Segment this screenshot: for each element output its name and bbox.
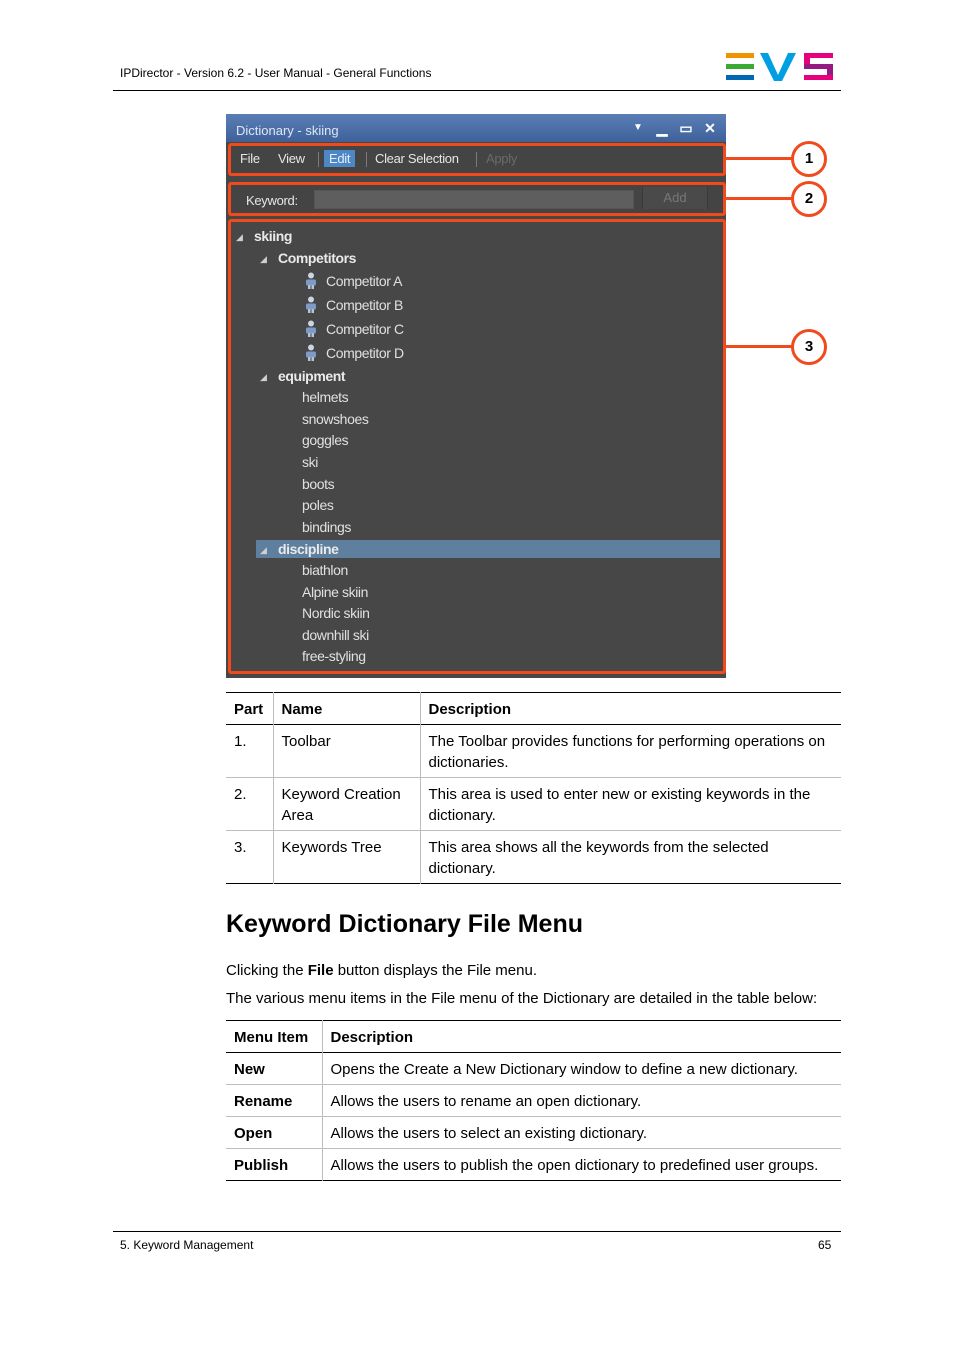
table-cell: This area shows all the keywords from the selected dictionary.: [428, 839, 769, 877]
table-row: [226, 831, 841, 884]
table-row: [226, 1149, 841, 1181]
header-rule: [113, 90, 841, 91]
header-title: IPDirector - Version 6.2 - User Manual - General Functions: [120, 66, 432, 80]
tree-item[interactable]: downhill ski: [302, 627, 369, 643]
table-cell: 1.: [226, 725, 273, 778]
table-cell: Allows the users to publish the open dictionary to predefined user groups.: [330, 1157, 819, 1174]
add-button[interactable]: Add: [642, 187, 708, 209]
tree-item[interactable]: bindings: [302, 519, 351, 535]
tree-item[interactable]: boots: [302, 476, 335, 492]
maximize-icon[interactable]: ▭: [679, 120, 693, 136]
window-title: Dictionary - skiing: [236, 123, 339, 138]
parts-table: [226, 692, 841, 884]
table-row: [226, 1053, 841, 1085]
window-titlebar: [226, 114, 726, 142]
column-header: Description: [330, 1029, 414, 1046]
tree-item[interactable]: Competitor A: [326, 273, 403, 289]
callout-line: [726, 345, 792, 348]
tree-item[interactable]: biathlon: [302, 562, 348, 578]
tree-category-equipment[interactable]: equipment: [278, 368, 346, 384]
callout-marker-1: 1: [791, 141, 827, 177]
table-cell: This area is used to enter new or existing keywords in the dictionary.: [428, 786, 811, 824]
table-cell: 3.: [226, 831, 273, 884]
footer-rule: [113, 1231, 841, 1232]
tree-item[interactable]: ski: [302, 454, 318, 470]
expand-triangle-icon[interactable]: ◢: [236, 232, 243, 242]
callout-marker-3: 3: [791, 329, 827, 365]
apply-button[interactable]: Apply: [486, 151, 518, 166]
tree-category-discipline[interactable]: discipline: [278, 541, 339, 557]
table-cell: New: [226, 1053, 322, 1085]
minimize-icon[interactable]: ▁: [656, 120, 668, 136]
callout-line: [726, 197, 792, 200]
footer-chapter: 5. Keyword Management: [120, 1238, 254, 1252]
table-cell: Allows the users to select an existing dictionary.: [330, 1125, 648, 1142]
paragraph: The various menu items in the File menu of the Dictionary are detailed in the table below:: [226, 990, 818, 1007]
keyword-label: Keyword:: [246, 193, 298, 208]
table-cell: Keywords Tree: [273, 831, 420, 884]
close-icon[interactable]: ✕: [704, 120, 716, 136]
expand-triangle-icon[interactable]: ◢: [260, 545, 267, 555]
table-cell: Rename: [226, 1085, 322, 1117]
paragraph-bold-text: File: [307, 962, 334, 979]
column-header: Part: [226, 693, 273, 725]
table-cell: The Toolbar provides functions for performing operations on dictionaries.: [428, 733, 826, 771]
tree-item[interactable]: Alpine skiin: [302, 584, 369, 600]
tree-item[interactable]: helmets: [302, 389, 349, 405]
column-header: Description: [428, 701, 512, 718]
file-menu-table: [226, 1020, 841, 1181]
edit-button[interactable]: Edit: [324, 150, 355, 167]
table-cell: 2.: [226, 778, 273, 831]
callout-box-tree: [228, 219, 726, 674]
tree-root[interactable]: skiing: [254, 228, 293, 244]
table-row: [226, 725, 841, 778]
column-header: Menu Item: [226, 1021, 322, 1053]
tree-item[interactable]: snowshoes: [302, 411, 369, 427]
column-header: Name: [273, 693, 420, 725]
callout-box-toolbar: [228, 143, 726, 176]
table-row: [226, 778, 841, 831]
table-cell: Open: [226, 1117, 322, 1149]
tree-item[interactable]: poles: [302, 497, 334, 513]
table-cell: Keyword Creation Area: [273, 778, 420, 831]
callout-box-keyword: [228, 182, 726, 216]
tree-item[interactable]: Competitor C: [326, 321, 404, 337]
tree-item[interactable]: goggles: [302, 432, 349, 448]
table-cell: Publish: [226, 1149, 322, 1181]
paragraph-text: button displays the File menu.: [333, 962, 537, 979]
tree-item[interactable]: Competitor D: [326, 345, 404, 361]
table-cell: Opens the Create a New Dictionary window to define a new dictionary.: [330, 1061, 798, 1078]
view-button[interactable]: View: [278, 151, 305, 166]
table-cell: Allows the users to rename an open dictionary.: [330, 1093, 642, 1110]
tree-item[interactable]: Nordic skiin: [302, 605, 370, 621]
expand-triangle-icon[interactable]: ◢: [260, 254, 267, 264]
table-row: [226, 1085, 841, 1117]
evs-logo: [726, 53, 834, 81]
callout-line: [726, 157, 792, 160]
page-number: 65: [818, 1238, 832, 1252]
file-button[interactable]: File: [240, 151, 260, 166]
section-heading: Keyword Dictionary File Menu: [226, 910, 584, 938]
paragraph: [226, 962, 537, 979]
table-cell: Toolbar: [273, 725, 420, 778]
tree-item[interactable]: Competitor B: [326, 297, 403, 313]
expand-triangle-icon[interactable]: ◢: [260, 372, 267, 382]
clear-selection-button[interactable]: Clear Selection: [375, 151, 459, 166]
tree-category-competitors[interactable]: Competitors: [278, 250, 357, 266]
paragraph-text: Clicking the: [226, 962, 308, 979]
tree-item[interactable]: free-styling: [302, 648, 366, 664]
callout-marker-2: 2: [791, 181, 827, 217]
dropdown-icon[interactable]: ▼: [633, 122, 643, 133]
table-row: [226, 1117, 841, 1149]
